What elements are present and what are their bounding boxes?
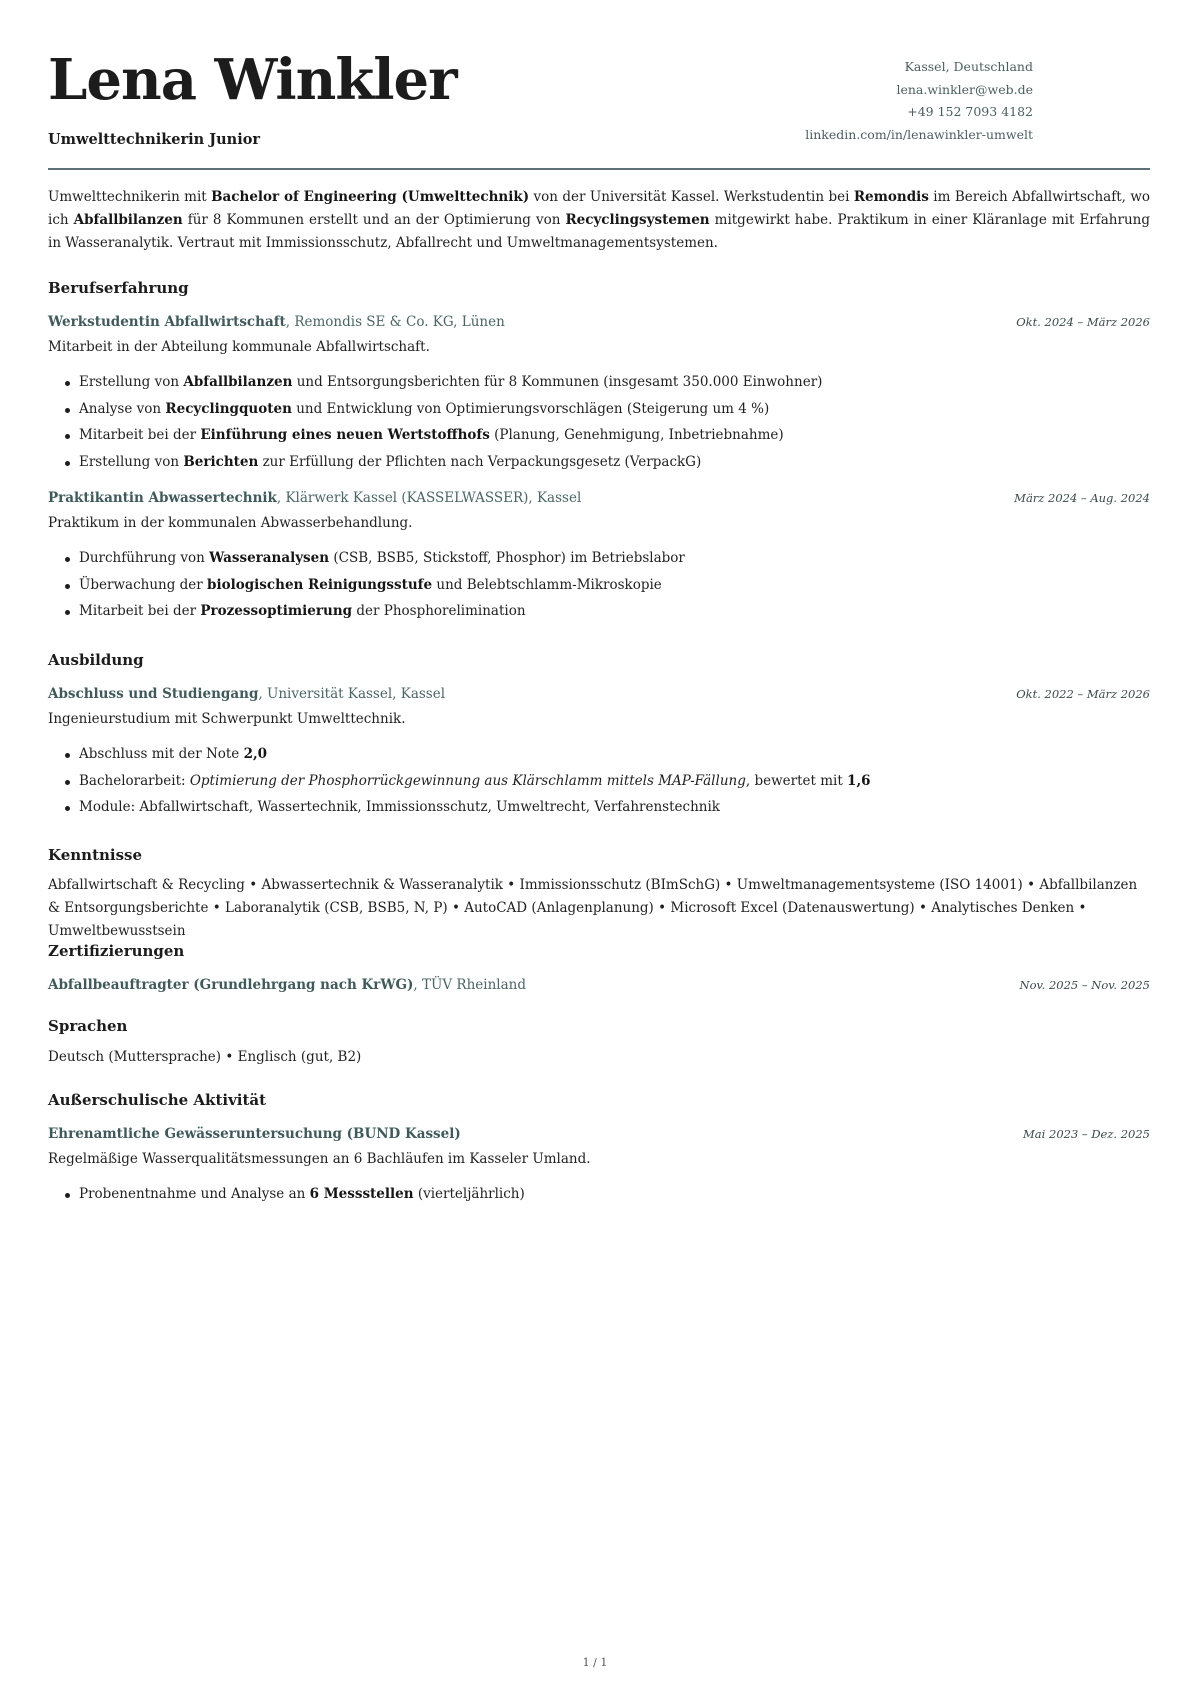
list-item: Abschluss mit der Note 2,0	[48, 744, 871, 771]
list-item: Überwachung der biologischen Reinigungsstufe und Belebtschlamm-Mikroskopie	[48, 575, 685, 602]
summary-text: für 8 Kommunen erstellt und an der Optimierung von	[182, 212, 566, 228]
list-item: Bachelorarbeit: Optimierung der Phosphorrückgewinnung aus Klärschlamm mittels MAP-Fällung, bewertet mit 1,6	[48, 771, 871, 798]
job-description: Praktikum in der kommunalen Abwasserbehandlung.	[48, 515, 413, 531]
list-item: Erstellung von Berichten zur Erfüllung der Pflichten nach Verpackungsgesetz (VerpackG)	[48, 452, 822, 479]
page-number: 1 / 1	[582, 1656, 608, 1669]
section-title-languages: Sprachen	[48, 1017, 128, 1035]
contact-location: Kassel, Deutschland	[904, 59, 1033, 74]
list-item: Module: Abfallwirtschaft, Wassertechnik, Immissionsschutz, Umweltrecht, Verfahrenstechnik	[48, 797, 871, 824]
activity-entry-header	[48, 1126, 1150, 1142]
summary-bold: Recyclingsystemen	[565, 212, 710, 228]
job-date: März 2024 – Aug. 2024	[1014, 491, 1150, 505]
section-title-certifications: Zertifizierungen	[48, 942, 185, 960]
job-bullets	[48, 548, 685, 628]
education-description: Ingenieurstudium mit Schwerpunkt Umwelttechnik.	[48, 711, 406, 727]
job-bullets	[48, 372, 822, 478]
resume-header	[48, 0, 1150, 170]
section-title-education: Ausbildung	[48, 651, 144, 669]
summary-text: von der Universität Kassel. Werkstudentin bei	[529, 189, 854, 205]
candidate-name: Lena Winkler	[48, 47, 457, 113]
job-organization: , Remondis SE & Co. KG, Lünen	[285, 314, 505, 330]
summary-paragraph	[48, 186, 1150, 255]
list-item: Probenentnahme und Analyse an 6 Messstellen (vierteljährlich)	[48, 1184, 525, 1211]
contact-email[interactable]: lena.winkler@web.de	[896, 81, 1033, 97]
languages-list: Deutsch (Muttersprache) • Englisch (gut, B2)	[48, 1049, 362, 1065]
list-item: Mitarbeit bei der Prozessoptimierung der Phosphorelimination	[48, 601, 685, 628]
summary-text: Umwelttechnikerin mit	[48, 189, 212, 205]
summary-text: im Bereich Abfallwirtschaft, wo ich	[48, 189, 1150, 228]
activity-title: Ehrenamtliche Gewässeruntersuchung (BUND Kassel)	[48, 1126, 461, 1142]
certification-entry	[48, 977, 1150, 993]
contact-linkedin[interactable]: linkedin.com/in/lenawinkler-umwelt	[805, 126, 1033, 142]
header-divider	[48, 168, 1150, 170]
summary-bold: Bachelor of Engineering (Umwelttechnik)	[211, 189, 530, 205]
certification-issuer: , TÜV Rheinland	[413, 977, 526, 993]
summary-text: mitgewirkt habe. Praktikum in einer Kläranlage mit Erfahrung in Wasseranalytik. Vertraut mit Immissionsschutz, Abfallrecht und Umweltmanagementsystemen.	[48, 212, 1150, 251]
contact-phone[interactable]: +49 152 7093 4182	[907, 104, 1033, 119]
experience-entry-header	[48, 314, 1150, 330]
education-bullets	[48, 744, 871, 824]
section-title-experience: Berufserfahrung	[48, 279, 189, 297]
education-entry-header	[48, 686, 1150, 702]
contact-block	[805, 56, 1033, 146]
activity-description: Regelmäßige Wasserqualitätsmessungen an 6 Bachläufen im Kasseler Umland.	[48, 1151, 591, 1167]
summary-bold: Remondis	[853, 189, 929, 205]
resume-page	[48, 0, 1150, 1202]
activity-bullets	[48, 1184, 525, 1211]
section-title-activities: Außerschulische Aktivität	[48, 1091, 267, 1109]
job-organization: , Klärwerk Kassel (KASSELWASSER), Kassel	[276, 490, 582, 506]
job-title: Praktikantin Abwassertechnik	[48, 490, 277, 506]
education-date: Okt. 2022 – März 2026	[1016, 687, 1150, 701]
degree-title: Abschluss und Studiengang	[48, 686, 259, 702]
list-item: Mitarbeit bei der Einführung eines neuen Wertstoffhofs (Planung, Genehmigung, Inbetriebnahme)	[48, 425, 822, 452]
list-item: Durchführung von Wasseranalysen (CSB, BSB5, Stickstoff, Phosphor) im Betriebslabor	[48, 548, 685, 575]
list-item: Erstellung von Abfallbilanzen und Entsorgungsberichten für 8 Kommunen (insgesamt 350.000 Einwohner)	[48, 372, 822, 399]
certification-date: Nov. 2025 – Nov. 2025	[1019, 978, 1150, 992]
list-item: Analyse von Recyclingquoten und Entwicklung von Optimierungsvorschlägen (Steigerung um 4 %)	[48, 399, 822, 426]
skills-list: Abfallwirtschaft & Recycling • Abwassertechnik & Wasseranalytik • Immissionsschutz (BImSchG) • Umweltmanagementsysteme (ISO 14001) • Abfallbilanzen & Entsorgungsberichte • Laboranalytik (CSB, BSB5, N, P) • AutoCAD (Anlagenplanung) • Microsoft Excel (Datenauswertung) • Analytisches Denken • Umweltbewusstsein	[48, 877, 1138, 939]
certification-title: Abfallbeauftragter (Grundlehrgang nach KrWG)	[48, 977, 414, 993]
university: , Universität Kassel, Kassel	[258, 686, 446, 702]
job-title: Werkstudentin Abfallwirtschaft	[48, 314, 286, 330]
job-date: Okt. 2024 – März 2026	[1016, 315, 1150, 329]
job-description: Mitarbeit in der Abteilung kommunale Abfallwirtschaft.	[48, 339, 430, 355]
activity-date: Mai 2023 – Dez. 2025	[1023, 1127, 1150, 1141]
candidate-subtitle: Umwelttechnikerin Junior	[48, 131, 261, 148]
summary-bold: Abfallbilanzen	[73, 212, 183, 228]
section-title-skills: Kenntnisse	[48, 846, 143, 864]
experience-entry-header	[48, 490, 1150, 506]
